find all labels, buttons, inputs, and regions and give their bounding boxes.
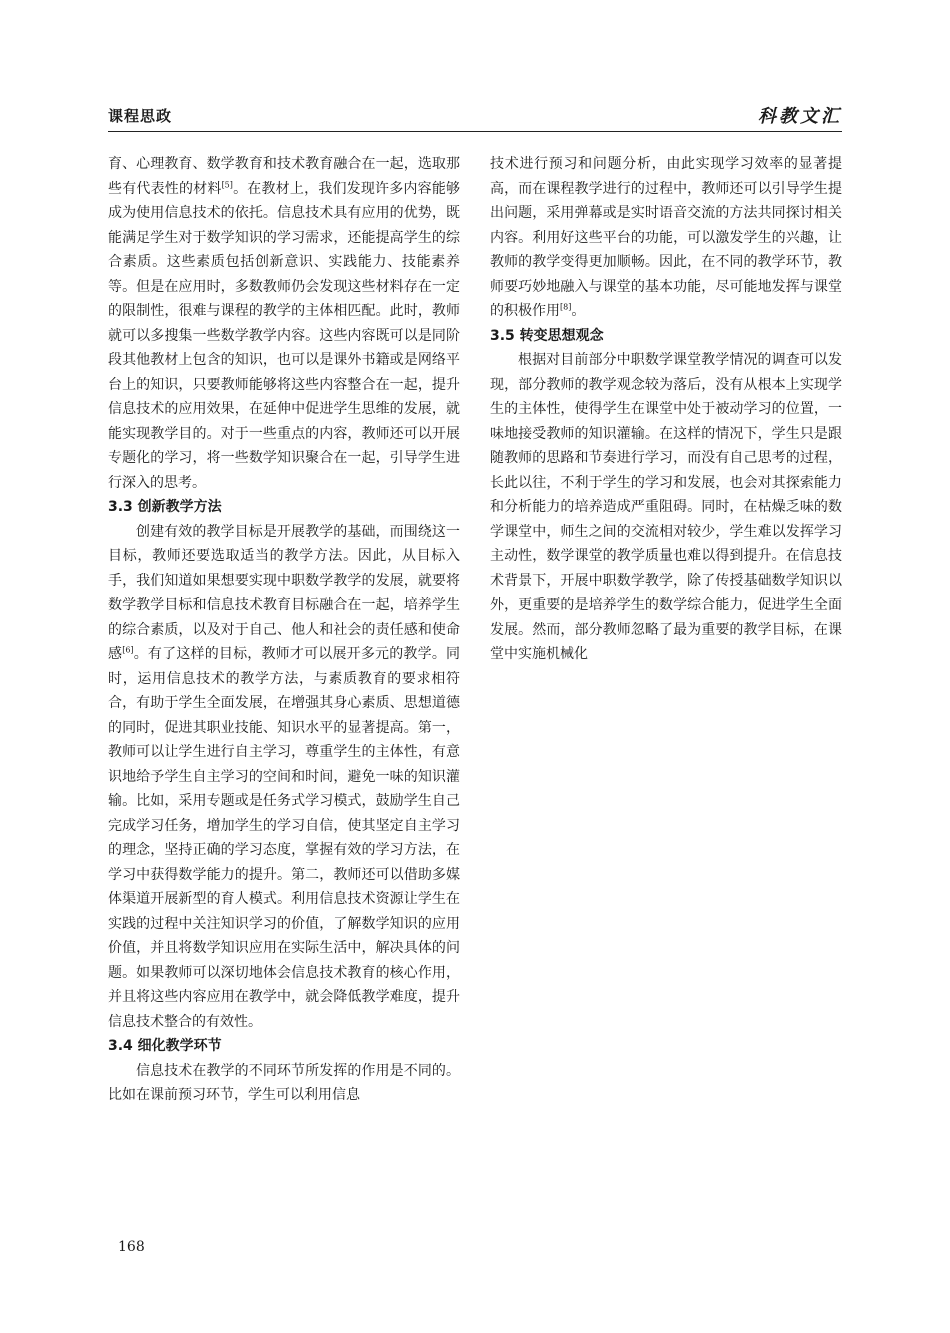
paragraph (490, 152, 842, 324)
citation: [6] (122, 645, 134, 655)
running-header (108, 102, 842, 128)
paragraph (108, 520, 460, 1035)
paragraph: 根据对目前部分中职数学课堂教学情况的调查可以发现，部分教师的教学观念较为落后，没有从根本上实现学生的主体性，使得学生在课堂中处于被动学习的位置，一味地接受教师的知识灌输。在这样的情况下，学生只是跟随教师的思路和节奏进行学习，而没有自己思考的过程，长此以往，不利于学生的学习和发展，也会对其探索能力和分析能力的培养造成严重阻碍。同时，在枯燥乏味的数学课堂中，师生之间的交流相对较少，学生难以发挥学习主动性，数学课堂的教学质量也难以得到提升。在信息技术背景下，开展中职数学教学，除了传授基础数学知识以外，更重要的是培养学生的数学综合能力，促进学生全面发展。然而，部分教师忽略了最为重要的教学目标，在课堂中实施机械化 (490, 352, 842, 662)
section-heading-3-3: 3.3 创新教学方法 (108, 499, 222, 515)
left-column (108, 152, 460, 1108)
citation: [8] (560, 302, 572, 312)
paragraph-text: 。在教材上，我们发现许多内容能够成为使用信息技术的依托。信息技术具有应用的优势，既能满足学生对于数学知识的学习需求，还能提高学生的综合素质。这些素质包括创新意识、实践能力、技能素养等。但是在应用时，多数教师仍会发现这些材料存在一定的限制性，很难与课程的教学的主体相匹配。此时，教师就可以多搜集一些数学教学内容。这些内容既可以是同阶段其他教材上包含的知识，也可以是课外书籍或是网络平台上的知识，只要教师能够将这些内容整合在一起，提升信息技术的应用效果，在延伸中促进学生思维的发展，就能实现教学目的。对于一些重点的内容，教师还可以开展专题化的学习，将一些数学知识聚合在一起，引导学生进行深入的思考。 (108, 180, 461, 491)
section-label: 课程思政 (108, 107, 173, 125)
paragraph-text: 创建有效的教学目标是开展教学的基础，而围绕这一目标，教师还要选取适当的教学方法。因此，从目标入手，我们知道如果想要实现中职数学教学的发展，就要将数学教学目标和信息技术教育目标融合在一起，培养学生的综合素质，以及对于自己、他人和社会的责任感和使命感 (108, 523, 460, 662)
paragraph-text: 技术进行预习和问题分析，由此实现学习效率的显著提高，而在课程教学进行的过程中，教师还可以引导学生提出问题，采用弹幕或是实时语音交流的方法共同探讨相关内容。利用好这些平台的功能，可以激发学生的兴趣，让教师的教学变得更加顺畅。因此，在不同的教学环节，教师要巧妙地融入与课堂的基本功能，尽可能地发挥与课堂的积极作用 (490, 156, 842, 319)
paragraph-text: 育、心理教育、数学教育和技术教育融合在一起，选取那些有代表性的材料 (108, 156, 460, 197)
paragraph-text: 。有了这样的目标，教师才可以展开多元的教学。同时，运用信息技术的教学方法，与素质教育的要求相符合，有助于学生全面发展，在增强其身心素质、思想道德的同时，促进其职业技能、知识水平的显著提高。第一，教师可以让学生进行自主学习，尊重学生的主体性，有意识地给予学生自主学习的空间和时间，避免一味的知识灌输。比如，采用专题或是任务式学习模式，鼓励学生自己完成学习任务，增加学生的学习自信，使其坚定自主学习的理念，坚持正确的学习态度，掌握有效的学习方法，在学习中获得数学能力的提升。第二，教师还可以借助多媒体渠道开展新型的育人模式。利用信息技术资源让学生在实践的过程中关注知识学习的价值，了解数学知识的应用价值，并且将数学知识应用在实际生活中，解决具体的问题。如果教师可以深切地体会信息技术教育的核心作用，并且将这些内容应用在教学中，就会降低教学难度，提升信息技术整合的有效性。 (108, 646, 461, 1030)
section-heading-3-4: 3.4 细化教学环节 (108, 1038, 222, 1054)
page-number: 168 (118, 1239, 145, 1255)
right-column (490, 152, 842, 667)
paragraph: 信息技术在教学的不同环节所发挥的作用是不同的。比如在课前预习环节，学生可以利用信息 (108, 1062, 460, 1103)
journal-logo: 科教文汇 (758, 106, 842, 127)
section-heading-3-5: 3.5 转变思想观念 (490, 327, 604, 344)
citation: [5] (221, 179, 233, 189)
paragraph-text: 。 (571, 303, 586, 319)
paragraph (108, 152, 460, 495)
header-rule (108, 131, 842, 132)
